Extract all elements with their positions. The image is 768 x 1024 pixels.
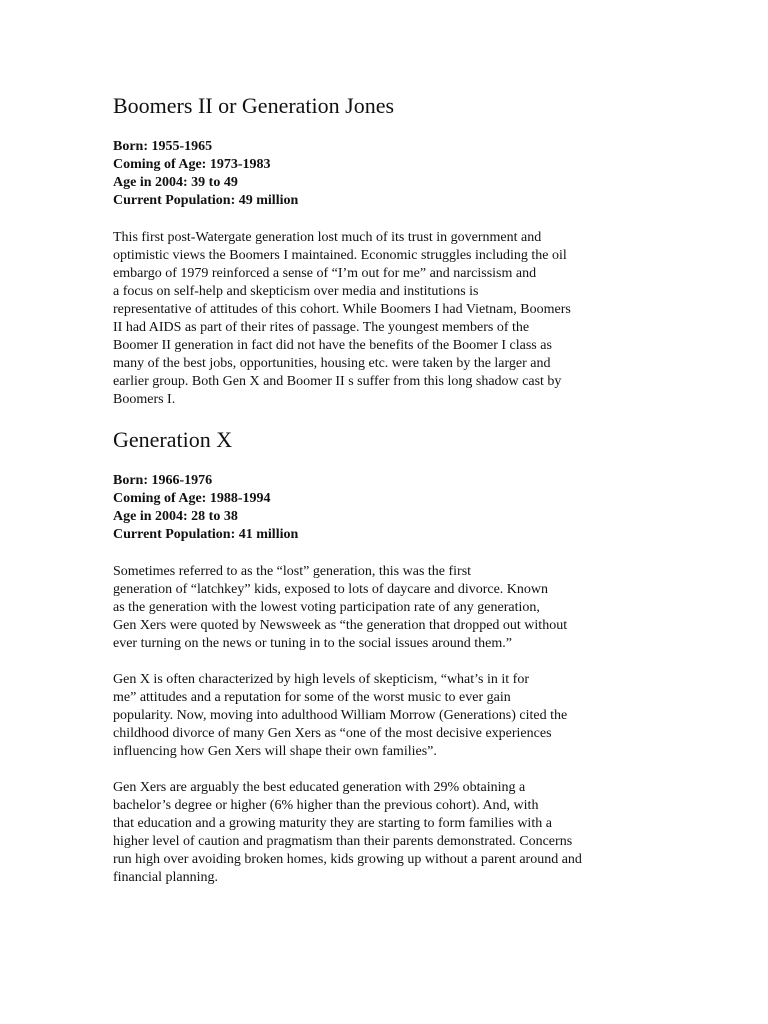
- paragraph-spacer: [113, 653, 633, 671]
- text-line: ever turning on the news or tuning in to the social issues around them.”: [113, 636, 512, 651]
- section-generation-x: [113, 426, 633, 887]
- coming-of-age-line: Coming of Age: 1973-1983: [113, 157, 271, 172]
- text-line: embargo of 1979 reinforced a sense of “I’m out for me” and narcissism and: [113, 266, 537, 281]
- age-line: Age in 2004: 39 to 49: [113, 175, 238, 190]
- text-line: This first post-Watergate generation lost much of its trust in government and: [113, 230, 542, 245]
- text-line: a focus on self-help and skepticism over media and institutions is: [113, 284, 479, 299]
- section-title: Boomers II or Generation Jones: [113, 93, 395, 118]
- text-line: generation of “latchkey” kids, exposed to lots of daycare and divorce. Known: [113, 582, 549, 597]
- born-line: Born: 1966-1976: [113, 473, 213, 488]
- text-line: Sometimes referred to as the “lost” generation, this was the first: [113, 564, 472, 579]
- text-line: Gen Xers are arguably the best educated generation with 29% obtaining a: [113, 780, 526, 795]
- body-paragraph: [113, 229, 633, 409]
- text-line: that education and a growing maturity they are starting to form families with a: [113, 816, 552, 831]
- text-line: popularity. Now, moving into adulthood William Morrow (Generations) cited the: [113, 708, 568, 723]
- body-paragraph: [113, 671, 633, 761]
- text-line: financial planning.: [113, 870, 218, 885]
- paragraph-spacer: [113, 761, 633, 779]
- text-line: me” attitudes and a reputation for some of the worst music to ever gain: [113, 690, 511, 705]
- text-line: many of the best jobs, opportunities, housing etc. were taken by the larger and: [113, 356, 551, 371]
- age-line: Age in 2004: 28 to 38: [113, 509, 238, 524]
- population-line: Current Population: 49 million: [113, 193, 299, 208]
- text-line: II had AIDS as part of their rites of passage. The youngest members of the: [113, 320, 530, 335]
- text-line: run high over avoiding broken homes, kids growing up without a parent around and: [113, 852, 582, 867]
- text-line: bachelor’s degree or higher (6% higher than the previous cohort). And, with: [113, 798, 539, 813]
- body-paragraph: [113, 563, 633, 653]
- body-paragraph: [113, 779, 633, 887]
- text-line: optimistic views the Boomers I maintained. Economic struggles including the oil: [113, 248, 567, 263]
- text-line: higher level of caution and pragmatism than their parents demonstrated. Concerns: [113, 834, 573, 849]
- generation-facts: [113, 138, 633, 210]
- text-line: representative of attitudes of this cohort. While Boomers I had Vietnam, Boomers: [113, 302, 571, 317]
- born-line: Born: 1955-1965: [113, 139, 213, 154]
- text-line: childhood divorce of many Gen Xers as “one of the most decisive experiences: [113, 726, 552, 741]
- document-page: [113, 92, 633, 887]
- population-line: Current Population: 41 million: [113, 527, 299, 542]
- text-line: as the generation with the lowest voting participation rate of any generation,: [113, 600, 540, 615]
- text-line: Gen X is often characterized by high levels of skepticism, “what’s in it for: [113, 672, 529, 687]
- generation-facts: [113, 472, 633, 544]
- section-boomers-ii: [113, 92, 633, 409]
- text-line: influencing how Gen Xers will shape their own families”.: [113, 744, 437, 759]
- text-line: earlier group. Both Gen X and Boomer II s suffer from this long shadow cast by: [113, 374, 562, 389]
- text-line: Boomer II generation in fact did not have the benefits of the Boomer I class as: [113, 338, 552, 353]
- section-title: Generation X: [113, 427, 233, 452]
- coming-of-age-line: Coming of Age: 1988-1994: [113, 491, 271, 506]
- text-line: Boomers I.: [113, 392, 176, 407]
- text-line: Gen Xers were quoted by Newsweek as “the generation that dropped out without: [113, 618, 568, 633]
